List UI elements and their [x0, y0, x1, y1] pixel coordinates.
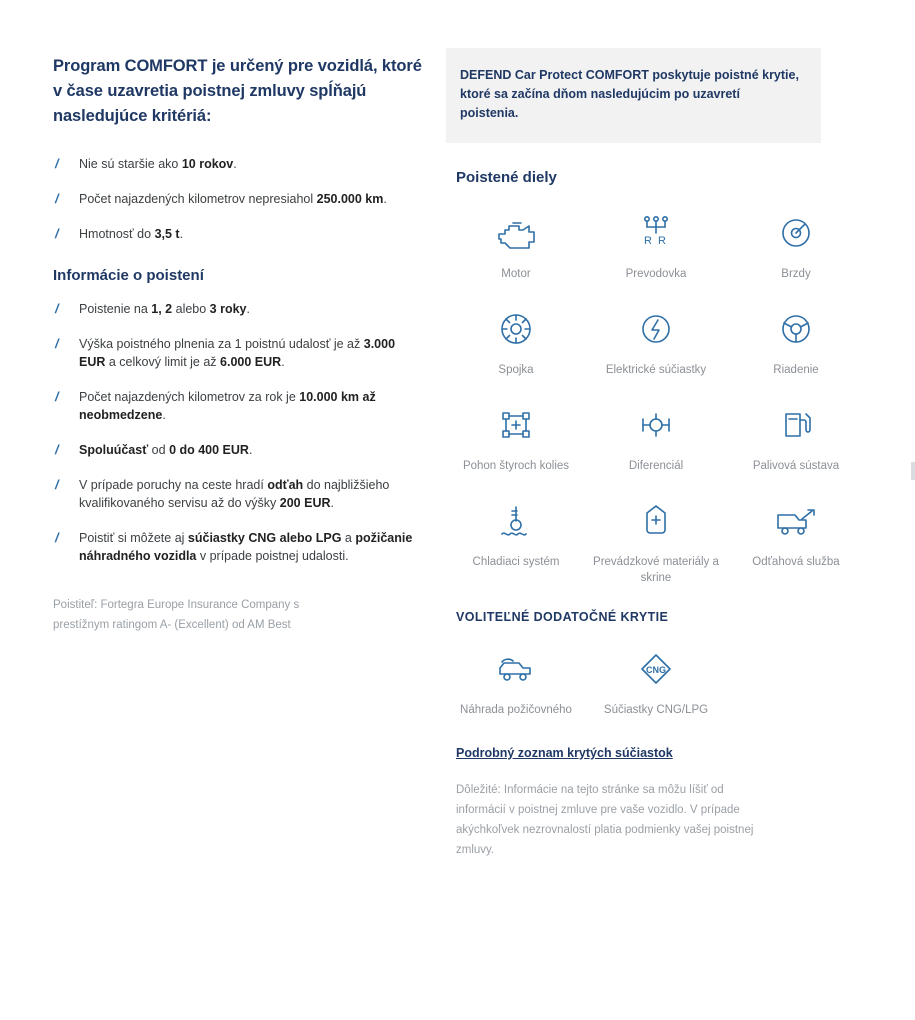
criteria-list: [53, 155, 423, 243]
covered-part-cell: [586, 202, 726, 282]
slash-bullet-icon: /: [55, 301, 59, 316]
four-wheel-drive-icon: [446, 400, 586, 450]
coverage-callout: [446, 48, 821, 143]
covered-part-label: Motor: [501, 268, 531, 280]
cng-lpg-icon: [586, 644, 726, 694]
covered-parts-grid: [446, 202, 866, 586]
optional-coverage-label: Náhrada požičovného: [460, 704, 572, 716]
insurer-footnote: Poistiteľ: Fortegra Europe Insurance Company s prestížnym ratingom A- (Excellent) od AM Best: [53, 599, 300, 631]
covered-part-cell: [726, 202, 866, 282]
criteria-item: [53, 155, 423, 173]
coverage-callout-text: DEFEND Car Protect COMFORT poskytuje poistné krytie, ktoré sa začína dňom nasledujúcim po uzavretí poistenia.: [460, 68, 799, 120]
insurance-info-item: [53, 441, 423, 459]
disclaimer-text: Dôležité: Informácie na tejto stránke sa môžu líšiť od informácií v poistnej zmluve pre vaše vozidlo. V prípade akýchkoľvek nezrovnalostí platia podmienky vašej poistnej zmluvy.: [456, 784, 754, 856]
fuel-system-icon: [726, 400, 866, 450]
covered-part-label: Riadenie: [773, 364, 819, 376]
slash-bullet-icon: /: [55, 336, 59, 351]
slash-bullet-icon: /: [55, 156, 59, 171]
engine-icon: [446, 208, 586, 258]
detailed-parts-list-link[interactable]: Podrobný zoznam krytých súčiastok: [456, 746, 673, 760]
covered-part-cell: [446, 394, 586, 474]
slash-bullet-icon: /: [55, 442, 59, 457]
insurance-info-item: [53, 335, 423, 371]
optional-coverage-label: Súčiastky CNG/LPG: [603, 704, 709, 716]
steering-icon: [726, 304, 866, 354]
operating-materials-icon: [586, 496, 726, 546]
insurance-info-item: [53, 476, 423, 512]
clutch-icon: [446, 304, 586, 354]
cooling-system-icon: [446, 496, 586, 546]
slash-bullet-icon: /: [55, 191, 59, 206]
insurance-info-text: Poistenie na 1, 2 alebo 3 roky.: [79, 302, 250, 316]
insurance-info-item: [53, 388, 423, 424]
slash-bullet-icon: /: [55, 477, 59, 492]
criteria-item: [53, 190, 423, 208]
covered-parts-heading: Poistené diely: [456, 169, 557, 186]
covered-part-label: Prevádzkové materiály a skrine: [593, 556, 719, 584]
insurance-info-item: [53, 300, 423, 318]
towing-service-icon: [726, 496, 866, 546]
parts-list-link-wrap: [456, 744, 866, 762]
covered-part-label: Brzdy: [781, 268, 811, 280]
optional-coverage-cell: [586, 638, 726, 718]
svg-text:CNG: CNG: [646, 665, 666, 675]
right-column: [446, 48, 866, 860]
optional-coverage-grid: [446, 638, 866, 718]
covered-part-label: Diferenciál: [628, 460, 684, 472]
insurance-info-text: V prípade poruchy na ceste hradí odťah do najbližšieho kvalifikovaného servisu až do výšky 200 EUR.: [79, 478, 390, 510]
covered-part-cell: [586, 298, 726, 378]
insurance-info-item: [53, 529, 423, 565]
covered-part-label: Chladiaci systém: [472, 556, 560, 568]
covered-part-label: Elektrické súčiastky: [605, 364, 707, 376]
optional-coverage-heading: VOLITEĽNÉ DODATOČNÉ KRYTIE: [456, 610, 669, 624]
page-edge-marker: [911, 462, 915, 480]
insurance-info-text: Poistiť si môžete aj súčiastky CNG alebo LPG a požičanie náhradného vozidla v prípade poistnej udalosti.: [79, 531, 413, 563]
criteria-item: [53, 225, 423, 243]
replacement-car-icon: [446, 644, 586, 694]
insurance-info-list: [53, 300, 423, 565]
covered-part-cell: [726, 394, 866, 474]
covered-part-cell: [446, 298, 586, 378]
svg-text:R: R: [658, 235, 666, 247]
covered-part-cell: [586, 490, 726, 586]
insurance-info-text: Spoluúčasť od 0 do 400 EUR.: [79, 443, 253, 457]
slash-bullet-icon: /: [55, 226, 59, 241]
covered-part-label: Odťahová služba: [752, 556, 840, 568]
gearbox-icon: [586, 208, 726, 258]
slash-bullet-icon: /: [55, 389, 59, 404]
brakes-icon: [726, 208, 866, 258]
criteria-text: Počet najazdených kilometrov nepresiahol 250.000 km.: [79, 192, 387, 206]
criteria-text: Hmotnosť do 3,5 t.: [79, 227, 184, 241]
covered-part-cell: [726, 490, 866, 586]
criteria-text: Nie sú staršie ako 10 rokov.: [79, 157, 237, 171]
svg-text:R: R: [644, 235, 652, 247]
left-column: [53, 54, 423, 635]
covered-part-cell: [446, 202, 586, 282]
covered-part-label: Spojka: [498, 364, 534, 376]
covered-part-label: Palivová sústava: [752, 460, 840, 472]
insurance-info-text: Výška poistného plnenia za 1 poistnú udalosť je až 3.000 EUR a celkový limit je až 6.000 EUR.: [79, 337, 396, 369]
covered-part-label: Prevodovka: [625, 268, 687, 280]
optional-coverage-cell: [446, 638, 586, 718]
differential-icon: [586, 400, 726, 450]
covered-part-cell: [586, 394, 726, 474]
page-title: Program COMFORT je určený pre vozidlá, ktoré v čase uzavretia poistnej zmluvy spĺňajú nasledujúce kritériá:: [53, 57, 422, 125]
insurance-info-text: Počet najazdených kilometrov za rok je 10.000 km až neobmedzene.: [79, 390, 376, 422]
insurance-info-heading: Informácie o poistení: [53, 267, 204, 284]
covered-part-label: Pohon štyroch kolies: [462, 460, 570, 472]
slash-bullet-icon: /: [55, 530, 59, 545]
electrical-parts-icon: [586, 304, 726, 354]
covered-part-cell: [446, 490, 586, 586]
covered-part-cell: [726, 298, 866, 378]
